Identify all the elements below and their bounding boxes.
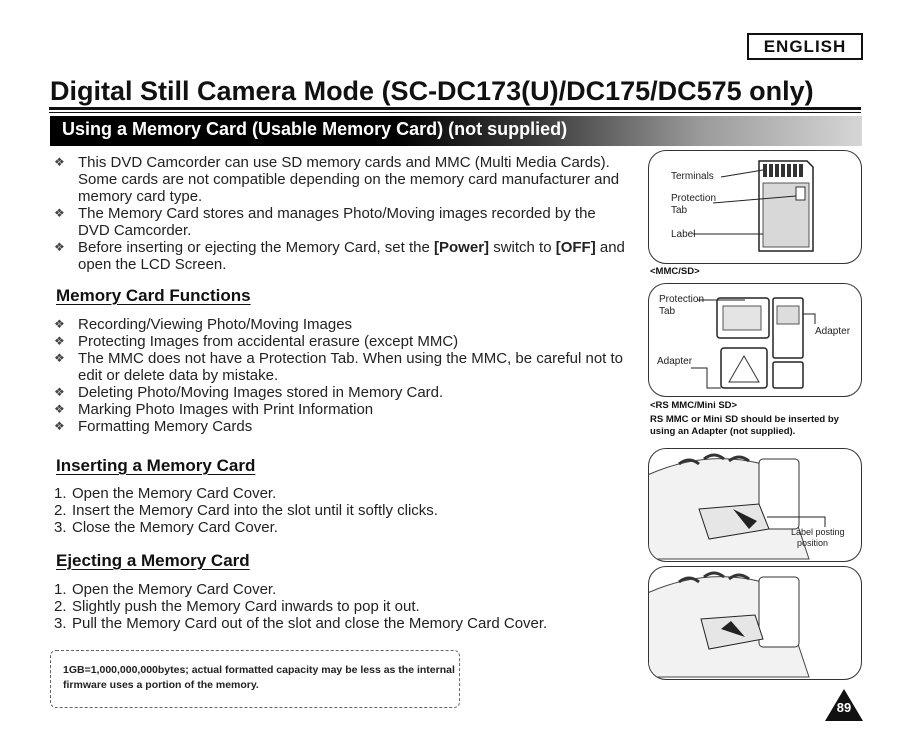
function-item: ❖ Recording/Viewing Photo/Moving Images <box>50 316 640 333</box>
ejecting-step <box>50 615 630 632</box>
title-rule-thin <box>49 112 861 113</box>
function-item: ❖ The MMC does not have a Protection Tab. When using the MMC, be careful not to edit or delete data by mistake. <box>50 350 640 384</box>
function-item: ❖ Marking Photo Images with Print Information <box>50 401 640 418</box>
title-rule-thick <box>49 107 861 110</box>
mmcsd-card-illustration <box>649 151 861 263</box>
minisd-card-label <box>777 306 799 324</box>
eject-figure <box>648 566 862 680</box>
adapter-label-left: Adapter <box>657 356 693 367</box>
rsmmc-illustration <box>649 284 861 396</box>
adapter-leader-left <box>691 368 721 388</box>
inserting-step <box>50 485 610 502</box>
terminals-leader <box>721 170 763 177</box>
minisd-card-shape <box>773 362 803 388</box>
page-number: 89 <box>836 700 852 715</box>
function-item: ❖ Formatting Memory Cards <box>50 418 640 435</box>
section-banner <box>50 116 862 146</box>
protection-tab-icon <box>796 187 805 200</box>
rsmmc-caption: <RS MMC/Mini SD> <box>650 400 738 411</box>
step-text: Open the Memory Card Cover. <box>72 581 277 598</box>
step-text: Slightly push the Memory Card inwards to pop it out. <box>72 598 420 615</box>
function-item: ❖ Deleting Photo/Moving Images stored in Memory Card. <box>50 384 640 401</box>
rsmmc-card-label <box>723 306 761 330</box>
inserting-step <box>50 502 610 519</box>
label-posting-text: Label posting <box>791 527 845 537</box>
camcorder-insert-illustration <box>649 449 861 561</box>
camcorder-eject-illustration <box>649 567 861 679</box>
card-cover-shape <box>759 577 799 647</box>
rsmmc-figure <box>648 283 862 397</box>
inserting-steps <box>50 485 610 536</box>
step-number: 3. <box>54 519 67 536</box>
step-number: 1. <box>54 485 67 502</box>
page-title: Digital Still Camera Mode (SC-DC173(U)/DC175/DC575 only) <box>50 76 814 106</box>
mmcsd-caption: <MMC/SD> <box>650 266 700 277</box>
mmcsd-figure <box>648 150 862 264</box>
adapter-leader-right <box>803 314 815 324</box>
ejecting-steps <box>50 581 630 632</box>
intro-item: ❖ This DVD Camcorder can use SD memory cards and MMC (Multi Media Cards). Some cards are not compatible depending on the memory card manufacturer and memory card type. <box>50 154 630 205</box>
ejecting-step <box>50 581 630 598</box>
step-number: 3. <box>54 615 67 632</box>
tab-label: Tab <box>671 205 688 216</box>
functions-list <box>50 316 640 435</box>
inserting-heading: Inserting a Memory Card <box>56 456 256 475</box>
inserting-step <box>50 519 610 536</box>
intro-item3-post: and open the LCD Screen. <box>78 239 625 273</box>
intro-item3-mid: switch to <box>489 239 556 256</box>
card-label-label: Label <box>671 229 696 240</box>
rsmmc-adapter-note: RS MMC or Mini SD should be inserted by using an Adapter (not supplied). <box>650 414 839 437</box>
functions-heading: Memory Card Functions <box>56 286 251 305</box>
step-text: Pull the Memory Card out of the slot and close the Memory Card Cover. <box>72 615 548 632</box>
capacity-note-box <box>50 650 460 708</box>
card-terminals-icon <box>763 164 803 177</box>
intro-item <box>50 239 630 273</box>
language-badge: ENGLISH <box>747 33 863 60</box>
label-position-text: position <box>797 538 829 548</box>
intro-list <box>50 154 630 273</box>
terminals-label: Terminals <box>671 171 714 182</box>
function-item: ❖ Protecting Images from accidental erasure (except MMC) <box>50 333 640 350</box>
intro-item3-pre: Before inserting or ejecting the Memory Card, set the <box>78 239 435 256</box>
step-number: 2. <box>54 598 67 615</box>
adapter-label-right: Adapter <box>815 326 851 337</box>
off-keyword: [OFF] <box>555 239 596 256</box>
protection-label: Protection <box>659 294 705 305</box>
step-text: Insert the Memory Card into the slot until it softly clicks. <box>72 502 438 519</box>
ejecting-step <box>50 598 630 615</box>
step-number: 2. <box>54 502 67 519</box>
protection-label: Protection <box>671 193 717 204</box>
insert-figure <box>648 448 862 562</box>
step-number: 1. <box>54 581 67 598</box>
intro-item: ❖ The Memory Card stores and manages Photo/Moving images recorded by the DVD Camcorder. <box>50 205 630 239</box>
page-number-badge <box>824 688 864 722</box>
step-text: Open the Memory Card Cover. <box>72 485 277 502</box>
ejecting-heading: Ejecting a Memory Card <box>56 551 250 570</box>
tab-label: Tab <box>659 306 676 317</box>
power-keyword: [Power] <box>434 239 490 256</box>
section-banner-text: Using a Memory Card (Usable Memory Card) (not supplied) <box>62 119 568 139</box>
capacity-note-text: 1GB=1,000,000,000bytes; actual formatted capacity may be less as the internal firmware uses a portion of the memory. <box>63 664 455 691</box>
step-text: Close the Memory Card Cover. <box>72 519 278 536</box>
